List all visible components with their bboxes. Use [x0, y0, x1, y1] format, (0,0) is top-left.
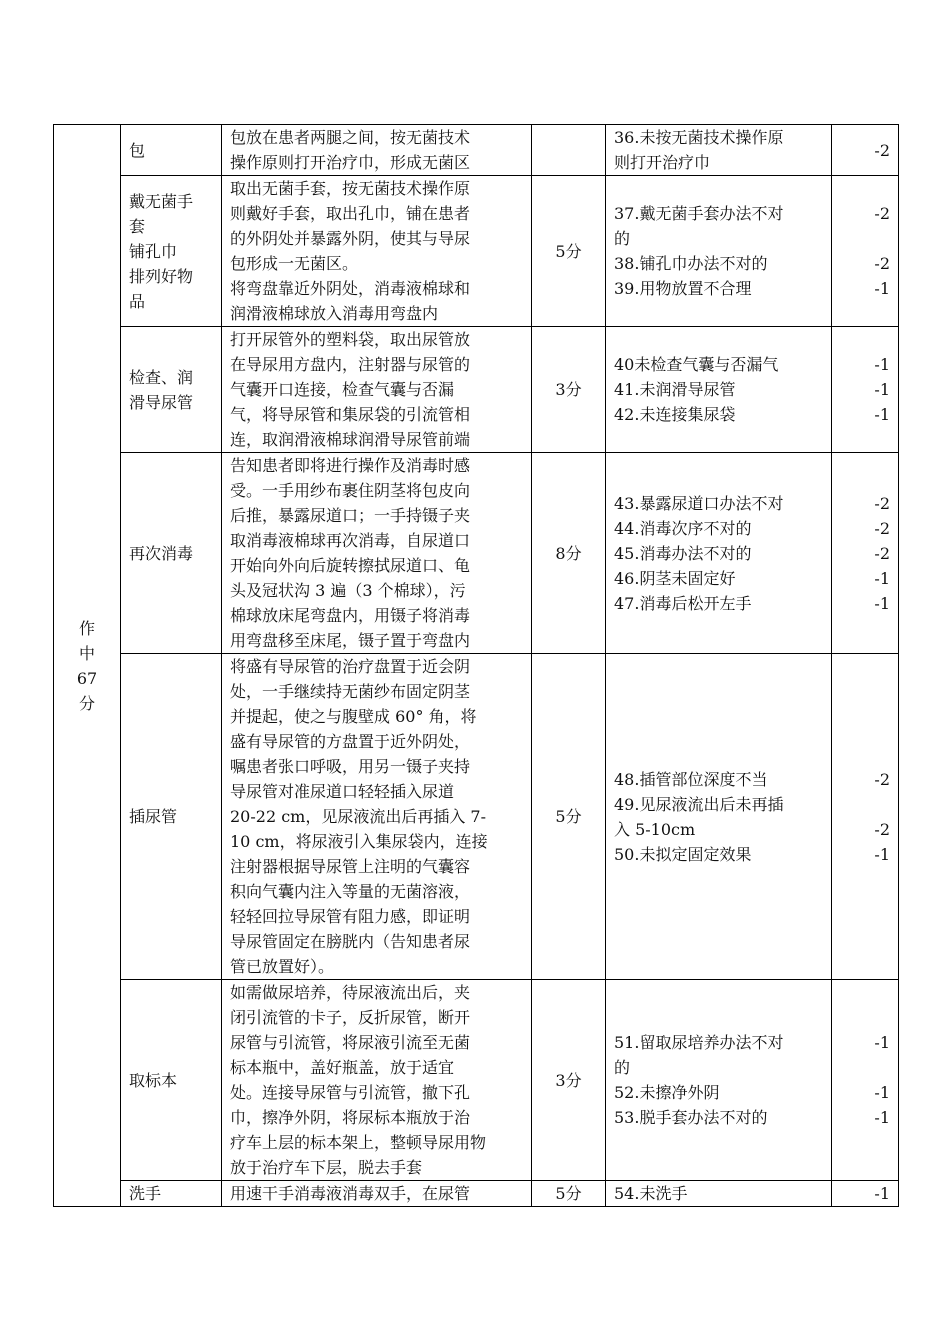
deduction-criteria-cell: [606, 453, 832, 654]
text-line: 受。一手用纱布裹住阴茎将包皮向: [230, 481, 471, 500]
deduction-value: [840, 792, 890, 817]
scoring-table: [53, 124, 899, 1207]
procedure-detail-cell: [222, 327, 532, 453]
deduction-value: -2: [874, 204, 890, 223]
deduction-criteria-cell: [606, 176, 832, 327]
deduction-points-cell: [832, 125, 899, 176]
text-line: 将盛有导尿管的治疗盘置于近会阴: [230, 657, 471, 676]
text-line: 处。连接导尿管与引流管，撤下孔: [230, 1083, 471, 1102]
deduction-value: -2: [874, 543, 890, 563]
fault-item: 44.消毒次序不对的: [614, 518, 752, 538]
points-cell: 3分: [532, 327, 606, 453]
points-cell: 5分: [532, 654, 606, 980]
procedure-detail-cell: [222, 176, 532, 327]
text-line: 放于治疗车下层，脱去手套: [230, 1158, 423, 1177]
text-line: 如需做尿培养，待尿液流出后，夹: [230, 983, 471, 1002]
deduction-value: -1: [874, 405, 890, 424]
text-line: 包形成一无菌区。: [230, 254, 359, 273]
text-line: 则戴好手套，取出孔巾，铺在患者: [230, 204, 471, 223]
text-line: 戴无菌手: [129, 191, 194, 211]
deduction-points-cell: [832, 176, 899, 327]
text-line: 疗车上层的标本架上，整顿导尿用物: [230, 1133, 487, 1152]
fault-item: 54.未洗手: [614, 1184, 688, 1203]
text-line: 包: [129, 140, 146, 160]
points-cell: 5分: [532, 176, 606, 327]
table-row: [54, 1181, 899, 1207]
fault-item: 的: [614, 229, 631, 248]
deduction-criteria-cell: [606, 125, 832, 176]
text-line: 取标本: [129, 1070, 178, 1090]
text-line: 将弯盘靠近外阴处，消毒液棉球和: [230, 279, 471, 298]
category-cell: [54, 125, 121, 1207]
text-line: 棉球放床尾弯盘内，用镊子将消毒: [230, 606, 471, 625]
procedure-detail-cell: [222, 654, 532, 980]
text-line: 气囊开口连接，检查气囊与否漏: [230, 380, 455, 399]
text-line: 头及冠状沟 3 遍（3 个棉球），污: [230, 581, 466, 600]
deduction-criteria-cell: [606, 980, 832, 1181]
text-line: 取消毒液棉球再次消毒，自尿道口: [230, 531, 471, 550]
text-line: 开始向外向后旋转擦拭尿道口、龟: [230, 556, 471, 575]
text-line: 品: [129, 291, 146, 311]
text-line: 包放在患者两腿之间，按无菌技术: [230, 128, 471, 147]
procedure-detail-cell: [222, 1181, 532, 1207]
text-line: 排列好物: [129, 266, 194, 286]
text-line: 注射器根据导尿管上注明的气囊容: [230, 857, 471, 876]
fault-item: 37.戴无菌手套办法不对: [614, 204, 784, 223]
text-line: 用弯盘移至床尾，镊子置于弯盘内: [230, 631, 471, 650]
fault-item: 43.暴露尿道口办法不对: [614, 493, 784, 513]
text-line: 取出无菌手套，按无菌技术操作原: [230, 179, 471, 198]
table-row: [54, 125, 899, 176]
text-line: 在导尿用方盘内，注射器与尿管的: [230, 355, 471, 374]
fault-item: 39.用物放置不合理: [614, 279, 752, 298]
fault-item: 38.铺孔巾办法不对的: [614, 254, 768, 273]
fault-item: 36.未按无菌技术操作原: [614, 128, 784, 147]
step-name-cell: [121, 453, 222, 654]
text-line: 轻轻回拉导尿管有阻力感，即证明: [230, 907, 471, 926]
deduction-points-cell: [832, 453, 899, 654]
fault-item: 53.脱手套办法不对的: [614, 1108, 768, 1127]
text-line: 的外阴处并暴露外阴，使其与导尿: [230, 229, 471, 248]
table-row: [54, 327, 899, 453]
step-name-cell: [121, 654, 222, 980]
text-line: 管已放置好）。: [230, 957, 335, 976]
deduction-value: -2: [874, 254, 890, 273]
table-row: [54, 453, 899, 654]
deduction-value: -1: [874, 1184, 890, 1203]
text-line: 标本瓶中，盖好瓶盖，放于适宜: [230, 1058, 455, 1077]
fault-item: 41.未润滑导尿管: [614, 380, 736, 399]
deduction-value: -2: [874, 140, 890, 160]
deduction-criteria-cell: [606, 654, 832, 980]
text-line: 打开尿管外的塑料袋，取出尿管放: [230, 330, 471, 349]
deduction-value: -1: [874, 1108, 890, 1127]
text-line: 插尿管: [129, 807, 178, 826]
table-row: [54, 176, 899, 327]
fault-item: 40未检查气囊与否漏气: [614, 355, 779, 374]
step-name-cell: [121, 125, 222, 176]
deduction-criteria-cell: [606, 327, 832, 453]
text-line: 闭引流管的卡子，反折尿管，断开: [230, 1008, 471, 1027]
deduction-value: -1: [874, 593, 890, 613]
deduction-value: -1: [874, 1083, 890, 1102]
deduction-value: -1: [874, 568, 890, 588]
fault-item: 的: [614, 1058, 631, 1077]
procedure-detail-cell: [222, 125, 532, 176]
category-char: 作: [78, 618, 95, 638]
points-cell: 3分: [532, 980, 606, 1181]
category-char: 中: [78, 643, 95, 663]
fault-item: 49.见尿液流出后未再插: [614, 794, 784, 814]
text-line: 洗手: [129, 1184, 162, 1203]
text-line: 操作原则打开治疗巾，形成无菌区: [230, 153, 471, 172]
fault-item: 42.未连接集尿袋: [614, 405, 736, 424]
text-line: 再次消毒: [129, 543, 194, 563]
deduction-points-cell: [832, 654, 899, 980]
deduction-value: -2: [874, 769, 890, 789]
deduction-value: -1: [874, 380, 890, 399]
text-line: 20-22 cm，见尿液流出后再插入 7-: [230, 807, 487, 826]
category-char: 67: [76, 668, 98, 688]
fault-item: 48.插管部位深度不当: [614, 769, 768, 789]
deduction-value: [840, 1055, 890, 1080]
text-line: 滑导尿管: [129, 392, 194, 412]
text-line: 尿管与引流管，将尿液引流至无菌: [230, 1033, 471, 1052]
category-char: 分: [78, 693, 95, 713]
step-name-cell: [121, 327, 222, 453]
text-line: 气，将导尿管和集尿袋的引流管相: [230, 405, 471, 424]
deduction-value: [840, 226, 890, 251]
text-line: 导尿管对准尿道口轻轻插入尿道: [230, 782, 455, 801]
fault-item: 入 5-10cm: [614, 819, 696, 839]
text-line: 用速干手消毒液消毒双手，在尿管: [230, 1184, 471, 1203]
step-name-cell: [121, 1181, 222, 1207]
points-cell: 8分: [532, 453, 606, 654]
table-row: [54, 654, 899, 980]
points-cell: 5分: [532, 1181, 606, 1207]
text-line: 积向气囊内注入等量的无菌溶液，: [230, 882, 471, 901]
fault-item: 52.未擦净外阴: [614, 1083, 720, 1102]
step-name-cell: [121, 980, 222, 1181]
table-row: [54, 980, 899, 1181]
text-line: 巾，擦净外阴，将尿标本瓶放于治: [230, 1108, 471, 1127]
deduction-points-cell: [832, 1181, 899, 1207]
fault-item: 46.阴茎未固定好: [614, 568, 736, 588]
text-line: 后推，暴露尿道口；一手持镊子夹: [230, 506, 471, 525]
text-line: 检查、润: [129, 367, 194, 387]
deduction-criteria-cell: [606, 1181, 832, 1207]
deduction-points-cell: [832, 327, 899, 453]
procedure-detail-cell: [222, 980, 532, 1181]
deduction-value: -2: [874, 819, 890, 839]
step-name-cell: [121, 176, 222, 327]
text-line: 套: [129, 216, 146, 236]
deduction-value: -1: [874, 355, 890, 374]
text-line: 嘱患者张口呼吸，用另一镊子夹持: [230, 757, 471, 776]
fault-item: 47.消毒后松开左手: [614, 593, 752, 613]
text-line: 盛有导尿管的方盘置于近外阴处，: [230, 732, 471, 751]
fault-item: 50.未拟定固定效果: [614, 844, 752, 864]
fault-item: 则打开治疗巾: [614, 153, 711, 172]
text-line: 处，一手继续持无菌纱布固定阴茎: [230, 682, 471, 701]
text-line: 导尿管固定在膀胱内（告知患者尿: [230, 932, 471, 951]
deduction-value: -1: [874, 279, 890, 298]
deduction-points-cell: [832, 980, 899, 1181]
text-line: 并提起，使之与腹壁成 60° 角，将: [230, 707, 477, 726]
deduction-value: -1: [874, 844, 890, 864]
text-line: 10 cm，将尿液引入集尿袋内，连接: [230, 832, 488, 851]
text-line: 铺孔巾: [129, 241, 178, 261]
text-line: 连，取润滑液棉球润滑导尿管前端: [230, 430, 471, 449]
text-line: 告知患者即将进行操作及消毒时感: [230, 456, 471, 475]
fault-item: 45.消毒办法不对的: [614, 543, 752, 563]
text-line: 润滑液棉球放入消毒用弯盘内: [230, 304, 439, 323]
deduction-value: -2: [874, 518, 890, 538]
procedure-detail-cell: [222, 453, 532, 654]
fault-item: 51.留取尿培养办法不对: [614, 1033, 784, 1052]
deduction-value: -1: [874, 1033, 890, 1052]
points-cell: [532, 125, 606, 176]
deduction-value: -2: [874, 493, 890, 513]
